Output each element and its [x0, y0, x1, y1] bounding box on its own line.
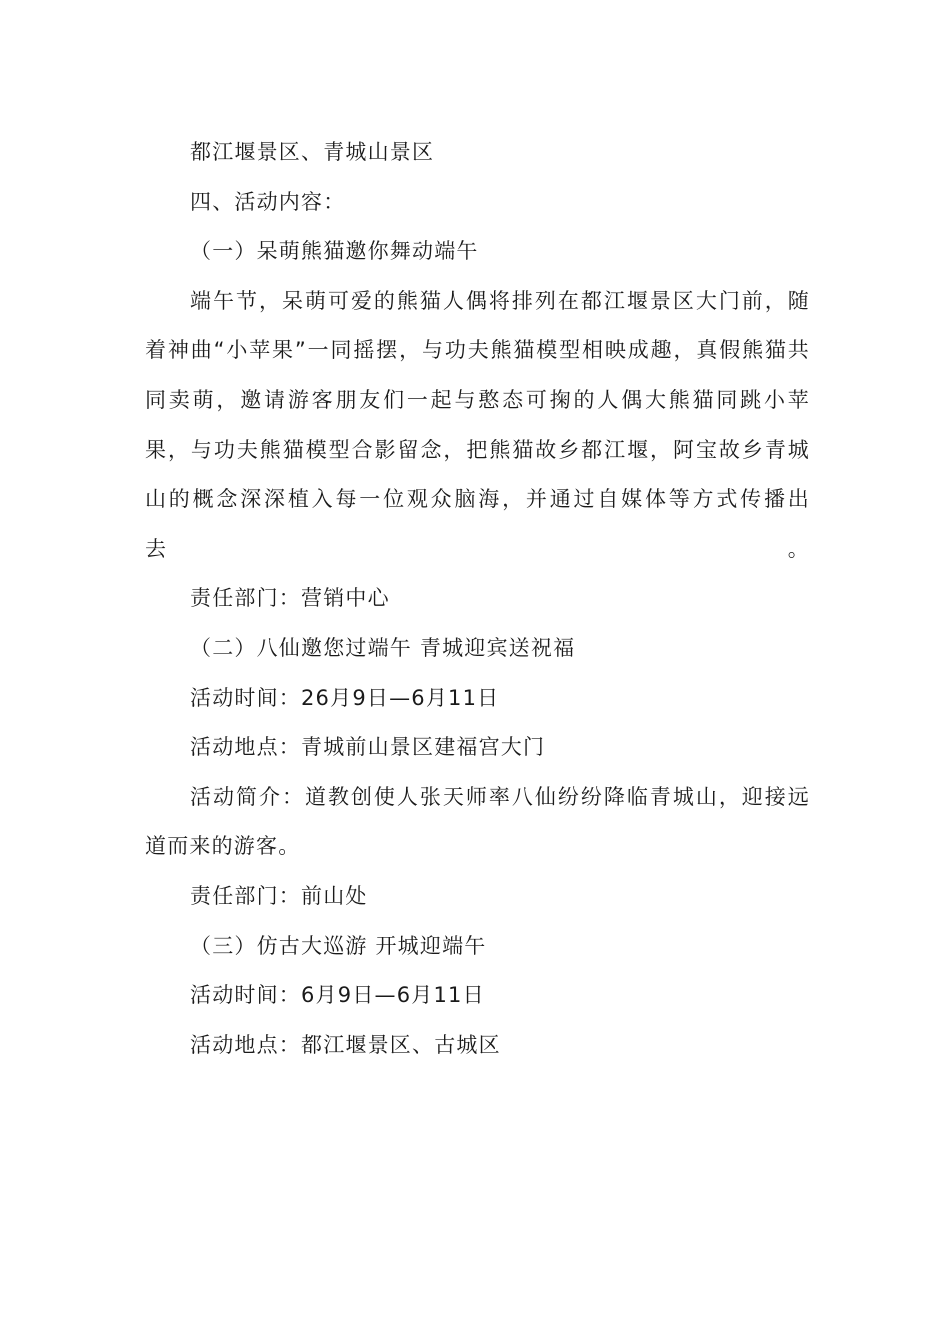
- scenic-areas-line: 都江堰景区、青城山景区: [190, 140, 435, 164]
- document-body: [145, 128, 810, 1070]
- panda-dance-description: 端午节，呆萌可爱的熊猫人偶将排列在都江堰景区大门前，随着神曲“小苹果”一同摇摆，与功夫熊猫模型相映成趣，真假熊猫共同卖萌，邀请游客朋友们一起与憨态可掬的人偶大熊猫同跳小苹果，与功夫熊猫模型合影留念，把熊猫故乡都江堰，阿宝故乡青城山的概念深深植入每一位观众脑海，并通过自媒体等方式传播出去。: [145, 288, 810, 561]
- activity-intro-1: 活动简介：道教创使人张天师率八仙纷纷降临青城山，迎接远道而来的游客。: [145, 784, 810, 859]
- responsible-dept-front-mountain: 责任部门：前山处: [190, 883, 368, 908]
- section-heading-activity-content: 四、活动内容：: [190, 189, 346, 214]
- activity-time-2: 活动时间：6月9日—6月11日: [190, 983, 485, 1008]
- activity-location-2: 活动地点：都江堰景区、古城区: [190, 1032, 501, 1057]
- subheading-ancient-parade: （三）仿古大巡游 开城迎端午: [190, 933, 487, 958]
- subheading-eight-immortals: （二）八仙邀您过端午 青城迎宾送祝福: [190, 635, 576, 660]
- subheading-panda-dance: （一）呆萌熊猫邀你舞动端午: [190, 239, 479, 264]
- activity-location-1: 活动地点：青城前山景区建福宫大门: [190, 735, 546, 760]
- responsible-dept-marketing: 责任部门：营销中心: [190, 586, 390, 611]
- activity-time-1: 活动时间：26月9日—6月11日: [190, 685, 500, 710]
